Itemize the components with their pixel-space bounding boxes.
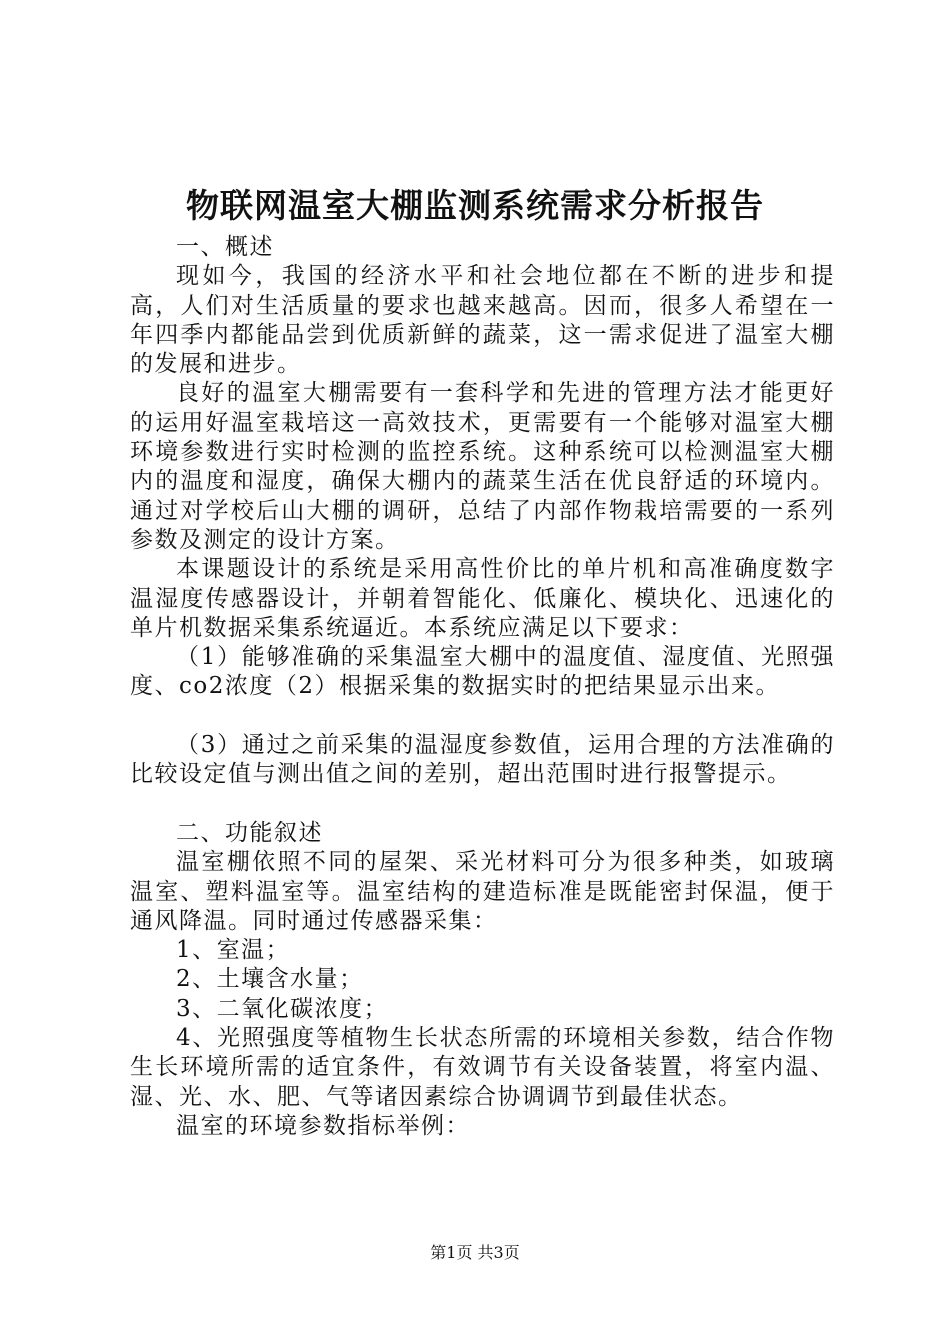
requirement-item: （3）通过之前采集的温湿度参数值，运用合理的方法准确的比较设定值与测出值之间的差别，超出范围时进行报警提示。: [130, 732, 835, 788]
section-heading-overview: 一、概述: [176, 234, 274, 260]
paragraph: 良好的温室大棚需要有一套科学和先进的管理方法才能更好的运用好温室栽培这一高效技术，更需要有一个能够对温室大棚环境参数进行实时检测的监控系统。这种系统可以检测温室大棚内的温度和湿度，确保大棚内的蔬菜生活在优良舒适的环境内。通过对学校后山大棚的调研，总结了内部作物栽培需要的一系列参数及测定的设计方案。: [130, 380, 835, 553]
spacer: [130, 790, 835, 819]
section-heading-functions: 二、功能叙述: [176, 819, 323, 846]
paragraph: 本课题设计的系统是采用高性价比的单片机和高准确度数字温湿度传感器设计，并朝着智能化、低廉化、模块化、迅速化的单片机数据采集系统逼近。本系统应满足以下要求：: [130, 556, 835, 641]
paragraph: 温室棚依照不同的屋架、采光材料可分为很多种类，如玻璃温室、塑料温室等。温室结构的建造标准是既能密封保温，便于通风降温。同时通过传感器采集：: [130, 849, 835, 934]
list-item: 1、室温；: [176, 937, 291, 964]
paragraph: 温室的环境参数指标举例：: [176, 1112, 470, 1139]
paragraph: 现如今，我国的经济水平和社会地位都在不断的进步和提高，人们对生活质量的要求也越来越高。因而，很多人希望在一年四季内都能品尝到优质新鲜的蔬菜，这一需求促进了温室大棚的发展和进步。: [130, 263, 835, 378]
document-title: 物联网温室大棚监测系统需求分析报告: [186, 186, 764, 225]
document-body: [130, 233, 835, 1141]
page-footer: 第1页 共3页: [430, 1243, 520, 1262]
list-item: 4、光照强度等植物生长状态所需的环境相关参数，结合作物生长环境所需的适宜条件，有效调节有关设备装置，将室内温、湿、光、水、肥、气等诸因素综合协调调节到最佳状态。: [130, 1025, 835, 1110]
spacer: [130, 702, 835, 731]
list-item: 2、土壤含水量；: [176, 966, 364, 993]
requirement-item: （1）能够准确的采集温室大棚中的温度值、湿度值、光照强度、co2浓度（2）根据采集的数据实时的把结果显示出来。: [130, 644, 835, 700]
list-item: 3、二氧化碳浓度；: [176, 995, 389, 1022]
